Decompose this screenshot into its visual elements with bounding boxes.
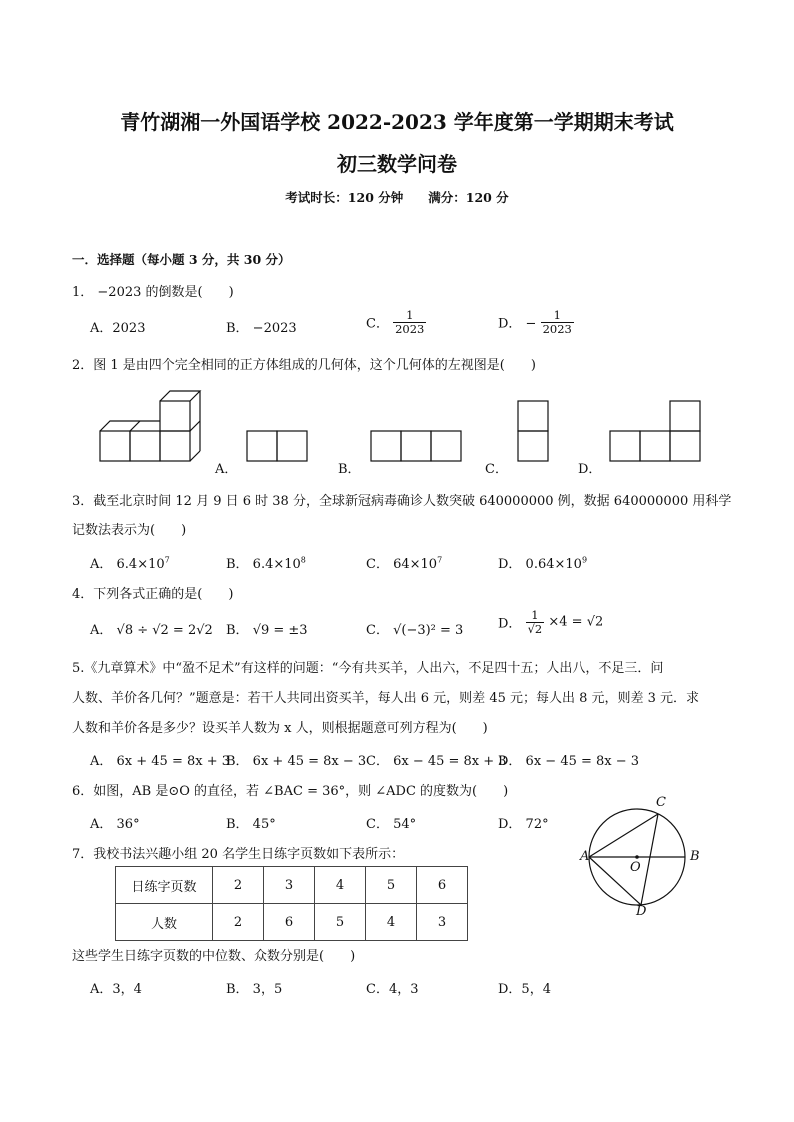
q3-d-text: D． 0.64×10 [498, 557, 582, 572]
q4-a-expr: √8 ÷ √2 = 2√2 [116, 623, 213, 638]
table-row [116, 867, 468, 904]
q4-option-c [366, 619, 463, 638]
q5-option-d: D． 6x − 45 = 8x − 3 [498, 754, 640, 769]
q3-b-exp: 8 [300, 555, 306, 565]
table-cell: 人数 [116, 904, 213, 941]
q1-d-numerator: 1 [553, 308, 561, 322]
page-subtitle: 初三数学问卷 [337, 152, 457, 176]
q5-line-1: 5.《九章算术》中“盈不足术”有这样的问题：“今有共买羊，人出六，不足四十五；人出八，不足三．问 [72, 661, 664, 676]
section-heading: 一．选择题（每小题 3 分，共 30 分） [72, 252, 291, 267]
q2-label-b: B． [338, 462, 361, 477]
q4-option-b [226, 619, 308, 638]
q7-question: 这些学生日练字页数的中位数、众数分别是( ) [72, 949, 356, 964]
q4-d-label: D． [498, 616, 522, 632]
option-b-view [371, 431, 461, 461]
q1-stem: 1． −2023 的倒数是( ) [72, 285, 234, 300]
center-point [635, 855, 639, 859]
q1-c-denominator: 2023 [395, 321, 425, 336]
q6-option-c: C． 54° [366, 817, 417, 832]
q4-c-expr: √(−3)² = 3 [393, 623, 464, 638]
q6-option-d: D． 72° [498, 817, 549, 832]
solid-figure-drawing [100, 391, 200, 461]
q4-option-d [498, 609, 603, 635]
q1-option-c-label: C． [366, 316, 389, 332]
q2-label-a: A． [215, 462, 238, 477]
q1-d-denominator: 2023 [542, 321, 572, 336]
q3-d-exp: 9 [581, 555, 588, 565]
q2-figures [0, 0, 794, 480]
q7-option-d: D．5，4 [498, 982, 551, 997]
q7-option-a: A．3，4 [90, 982, 142, 997]
table-cell: 5 [366, 867, 417, 904]
q1-option-a: A．2023 [90, 321, 146, 336]
point-c-label: C [656, 795, 666, 810]
q4-d-tail: ×4 = √2 [548, 614, 604, 630]
q4-d-denominator: √2 [527, 621, 543, 636]
point-b-label: B [690, 849, 700, 864]
q3-a-text: A． 6.4×10 [90, 557, 165, 572]
q3-line-2: 记数法表示为( ) [72, 523, 187, 538]
q4-d-numerator: 1 [531, 608, 539, 622]
q4-b-expr: √9 = ±3 [252, 623, 308, 638]
q4-option-a [90, 619, 213, 638]
point-o-label: O [630, 860, 641, 875]
q6-option-a: A． 36° [90, 817, 140, 832]
table-cell: 6 [417, 867, 468, 904]
table-cell: 6 [264, 904, 315, 941]
q4-c-label: C． [366, 623, 389, 638]
table-cell: 5 [315, 904, 366, 941]
q3-line-1: 3．截至北京时间 12 月 9 日 6 时 38 分，全球新冠病毒确诊人数突破 640000000 例，数据 640000000 用科学 [72, 494, 732, 509]
table-cell: 2 [213, 867, 264, 904]
q3-option-b [226, 553, 306, 572]
q4-stem: 4．下列各式正确的是( ) [72, 587, 234, 602]
q3-c-exp: 7 [437, 555, 443, 565]
q5-line-3: 人数和羊价各是多少？设买羊人数为 x 人，则根据题意可列方程为( ) [72, 721, 488, 736]
q7-table [115, 866, 468, 941]
point-a-label: A [580, 849, 590, 864]
q3-option-a [90, 553, 170, 572]
table-cell: 4 [366, 904, 417, 941]
option-a-view [247, 431, 307, 461]
q3-option-c [366, 553, 442, 572]
q3-a-exp: 7 [164, 555, 170, 565]
table-cell: 3 [417, 904, 468, 941]
q6-stem: 6．如图，AB 是⊙O 的直径，若 ∠BAC = 36°，则 ∠ADC 的度数为( ) [72, 784, 509, 799]
q5-option-c: C． 6x − 45 = 8x + 3 [366, 754, 507, 769]
table-cell: 2 [213, 904, 264, 941]
q2-label-c: C． [485, 462, 508, 477]
page-title: 青竹湖湘一外国语学校 2022-2023 学年度第一学期期末考试 [120, 110, 674, 134]
q5-option-b: B． 6x + 45 = 8x − 3 [226, 754, 367, 769]
q7-stem: 7．我校书法兴趣小组 20 名学生日练字页数如下表所示： [72, 847, 405, 862]
q1-option-b: B． −2023 [226, 321, 297, 336]
q7-option-b: B． 3，5 [226, 982, 283, 997]
option-d-view [610, 401, 700, 461]
chord-cd [641, 814, 658, 905]
q4-a-label: A． [90, 623, 113, 638]
exam-meta: 考试时长：120 分钟 满分：120 分 [285, 190, 509, 205]
q1-c-numerator: 1 [406, 308, 414, 322]
table-cell: 日练字页数 [116, 867, 213, 904]
q5-option-a: A． 6x + 45 = 8x + 3 [90, 754, 231, 769]
point-d-label: D [636, 904, 647, 919]
q4-d-fraction [526, 609, 545, 635]
q3-b-text: B． 6.4×10 [226, 557, 301, 572]
q6-option-b: B． 45° [226, 817, 276, 832]
table-cell: 3 [264, 867, 315, 904]
q3-option-d [498, 553, 587, 572]
option-c-view [518, 401, 548, 461]
table-cell: 4 [315, 867, 366, 904]
q4-b-label: B． [226, 623, 249, 638]
q3-c-text: C． 64×10 [366, 557, 438, 572]
q2-stem: 2．图 1 是由四个完全相同的正方体组成的几何体，这个几何体的左视图是( ) [72, 358, 536, 373]
chord-ac [589, 814, 658, 857]
table-row [116, 904, 468, 941]
q2-label-d: D． [578, 462, 602, 477]
q5-line-2: 人数、羊价各几何？”题意是：若干人共同出资买羊，每人出 6 元，则差 45 元；每人出 8 元，则差 3 元．求 [72, 691, 700, 706]
q7-option-c: C．4，3 [366, 982, 419, 997]
q1-option-d-label: D． − [498, 316, 537, 332]
